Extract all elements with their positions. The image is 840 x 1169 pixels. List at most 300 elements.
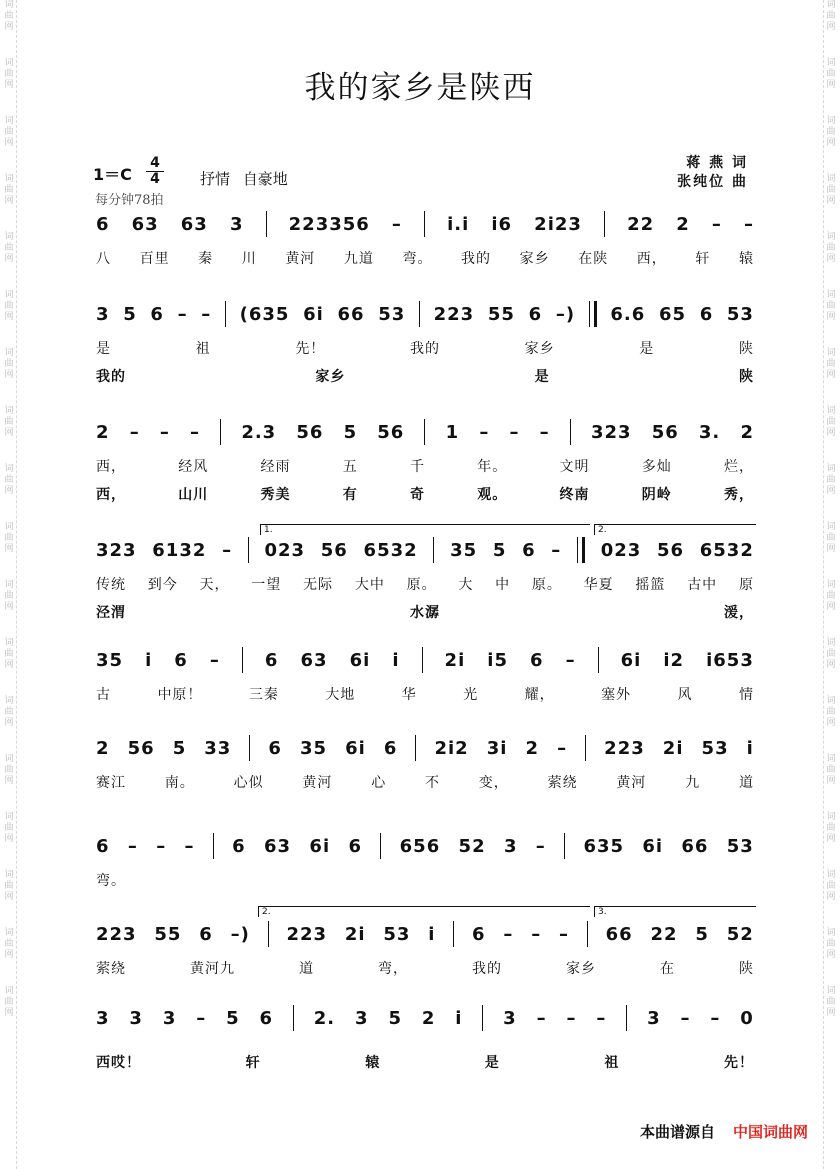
note-group: – <box>479 421 490 443</box>
note-group: – <box>710 1007 721 1029</box>
volta-bracket: 1. <box>260 524 590 535</box>
lyric-word: 是 <box>484 1055 500 1071</box>
watermark-glyph-group <box>3 174 15 207</box>
note-group: –) <box>555 303 576 325</box>
lyric-word: 我的 <box>472 961 502 977</box>
left-watermark-column <box>2 0 16 1169</box>
lyric-word: 轩 <box>695 251 711 267</box>
note-group: 6 <box>268 737 282 759</box>
lyric-word: 黄河 <box>285 251 316 267</box>
watermark-char: 网 <box>826 834 836 844</box>
watermark-glyph-group <box>825 464 837 497</box>
lyric-word: 心似 <box>233 775 264 791</box>
lyric-word: 大地 <box>325 687 356 703</box>
note-group: 6 <box>348 835 362 857</box>
barline <box>424 419 425 445</box>
note-group: 3 <box>96 1007 110 1029</box>
note-group: – <box>711 213 722 235</box>
note-group: 63 <box>131 213 159 235</box>
note-group: – <box>391 213 402 235</box>
lyric-word: 湲， <box>724 605 754 621</box>
barline <box>220 419 221 445</box>
lyric-word: 赛江 <box>96 775 126 791</box>
watermark-char: 词 <box>826 406 836 416</box>
note-group: 6i <box>303 303 324 325</box>
lyric-word: 古 <box>96 687 111 703</box>
watermark-char: 网 <box>4 196 14 206</box>
watermark-glyph-group <box>3 290 15 323</box>
lyrics-verse-1 <box>96 248 754 268</box>
lyric-word: 华夏 <box>583 577 614 593</box>
note-group: – <box>565 649 576 671</box>
watermark-char: 词 <box>826 0 836 10</box>
note-group: 2i2 <box>434 737 469 759</box>
watermark-char: 词 <box>826 116 836 126</box>
note-group: 6 <box>472 923 486 945</box>
note-group: i <box>428 923 436 945</box>
watermark-char: 曲 <box>4 359 14 369</box>
watermark-char: 网 <box>826 602 836 612</box>
lyric-word: 在陕 <box>578 251 609 267</box>
lyric-word: 黄河 <box>302 775 333 791</box>
lyric-word: 大 <box>458 577 474 593</box>
note-group: – <box>743 213 754 235</box>
lyric-word: 弯。 <box>402 251 433 267</box>
notation-line <box>96 1004 754 1032</box>
note-group: 1 <box>445 421 460 443</box>
watermark-char: 网 <box>4 718 14 728</box>
note-group: 5 <box>695 923 709 945</box>
watermark-glyph-group <box>3 580 15 613</box>
note-group: i5 <box>487 649 508 671</box>
lyric-word: 先！ <box>295 341 326 357</box>
watermark-char: 词 <box>4 870 14 880</box>
note-group: 6i <box>349 649 371 671</box>
barline <box>225 301 226 327</box>
watermark-char: 曲 <box>826 127 836 137</box>
left-margin-line <box>16 0 17 1169</box>
lyric-word: 秀美 <box>260 487 291 503</box>
watermark-glyph-group <box>825 580 837 613</box>
note-group: 53 <box>726 835 754 857</box>
watermark-char: 曲 <box>826 11 836 21</box>
watermark-glyph-group <box>3 406 15 439</box>
note-group: 323 <box>590 421 632 443</box>
note-group: 2i <box>662 737 684 759</box>
lyric-word: 多灿 <box>641 459 672 475</box>
lyric-word: 陕 <box>738 369 754 385</box>
watermark-char: 曲 <box>4 69 14 79</box>
lyric-word: 秀， <box>724 487 754 503</box>
note-group: 52 <box>458 835 486 857</box>
barline <box>577 537 585 563</box>
lyric-word: 阴岭 <box>641 487 672 503</box>
lyricist-credit: 蒋 燕 词 <box>686 155 748 171</box>
watermark-glyph-group <box>825 754 837 787</box>
watermark-char: 网 <box>826 950 836 960</box>
time-signature <box>146 156 164 187</box>
note-group: – <box>557 737 568 759</box>
note-group: – <box>209 649 220 671</box>
lyric-word: 到今 <box>147 577 178 593</box>
credits <box>677 154 748 192</box>
note-group: 56 <box>296 421 324 443</box>
watermark-char: 网 <box>4 486 14 496</box>
note-group: 5 <box>343 421 358 443</box>
watermark-char: 词 <box>826 870 836 880</box>
barline <box>585 735 586 761</box>
lyric-word: 年。 <box>477 459 508 475</box>
lyric-word: 一望 <box>251 577 282 593</box>
watermark-char: 网 <box>4 892 14 902</box>
barline <box>266 211 267 237</box>
note-group: 2 <box>421 1007 436 1029</box>
watermark-char: 网 <box>826 80 836 90</box>
watermark-char: 词 <box>826 638 836 648</box>
lyric-word: 轩 <box>245 1055 261 1071</box>
note-group: i6 <box>491 213 513 235</box>
watermark-glyph-group <box>3 812 15 845</box>
lyric-word: 光 <box>463 687 479 703</box>
note-group: 35 <box>96 649 124 671</box>
note-group: 6i <box>345 737 366 759</box>
watermark-char: 网 <box>4 660 14 670</box>
note-group: 6i <box>642 835 664 857</box>
watermark-glyph-group <box>3 116 15 149</box>
lyrics-verse-2 <box>96 366 754 386</box>
watermark-char: 曲 <box>4 881 14 891</box>
barline <box>598 647 599 673</box>
note-group: i <box>145 649 153 671</box>
watermark-glyph-group <box>3 696 15 729</box>
watermark-char: 曲 <box>4 939 14 949</box>
watermark-char: 词 <box>4 406 14 416</box>
watermark-char: 曲 <box>4 185 14 195</box>
watermark-char: 词 <box>826 580 836 590</box>
watermark-char: 曲 <box>4 417 14 427</box>
watermark-glyph-group <box>825 986 837 1019</box>
lyric-word: 辕 <box>365 1055 381 1071</box>
lyric-word: 是 <box>96 341 111 357</box>
watermark-glyph-group <box>825 290 837 323</box>
watermark-char: 网 <box>826 254 836 264</box>
lyric-word: 千 <box>410 459 425 475</box>
watermark-char: 词 <box>826 464 836 474</box>
note-group: 53 <box>378 303 406 325</box>
watermark-glyph-group <box>3 232 15 265</box>
watermark-char: 曲 <box>826 243 836 253</box>
lyric-word: 风 <box>677 687 693 703</box>
note-group: 223 <box>286 923 328 945</box>
note-group: i <box>746 737 754 759</box>
lyrics-verse-1 <box>96 338 754 358</box>
lyric-word: 辕 <box>738 251 754 267</box>
watermark-glyph-group <box>825 116 837 149</box>
lyric-word: 家乡 <box>566 961 596 977</box>
lyric-word: 有 <box>342 487 358 503</box>
note-group: 22 <box>650 923 678 945</box>
watermark-char: 词 <box>826 928 836 938</box>
note-group: 3i <box>486 737 508 759</box>
note-group: 53 <box>726 303 754 325</box>
watermark-char: 词 <box>4 638 14 648</box>
lyric-word: 塞外 <box>601 687 632 703</box>
lyrics-verse-1 <box>96 574 754 594</box>
lyric-word: 古中 <box>687 577 718 593</box>
barline <box>604 211 605 237</box>
notation-line <box>96 418 754 446</box>
note-group: 6 <box>199 923 213 945</box>
watermark-char: 网 <box>826 428 836 438</box>
watermark-char: 词 <box>4 116 14 126</box>
watermark-char: 词 <box>4 522 14 532</box>
note-group: 56 <box>377 421 405 443</box>
watermark-char: 网 <box>826 776 836 786</box>
note-group: 56 <box>127 737 155 759</box>
mood-marking: 抒情 自豪地 <box>200 170 288 188</box>
watermark-char: 曲 <box>826 301 836 311</box>
watermark-char: 网 <box>826 138 836 148</box>
note-group: 2. <box>313 1007 336 1029</box>
lyric-word: 家乡 <box>519 251 550 267</box>
watermark-char: 词 <box>4 464 14 474</box>
lyric-word: 道 <box>738 775 754 791</box>
watermark-char: 词 <box>4 986 14 996</box>
note-group: 35 <box>300 737 328 759</box>
lyric-word: 家乡 <box>524 341 555 357</box>
note-group: 6.6 <box>610 303 646 325</box>
watermark-glyph-group <box>825 232 837 265</box>
watermark-char: 词 <box>826 348 836 358</box>
watermark-char: 曲 <box>4 127 14 137</box>
note-group: 0 <box>740 1007 754 1029</box>
note-group: 6132 <box>152 539 207 561</box>
lyric-word: 川 <box>241 251 257 267</box>
barline <box>242 647 243 673</box>
lyric-word: 我的 <box>409 341 440 357</box>
watermark-glyph-group <box>3 754 15 787</box>
lyric-word: 先！ <box>723 1055 754 1071</box>
lyric-word: 终南 <box>559 487 590 503</box>
barline <box>419 301 420 327</box>
watermark-char: 词 <box>826 58 836 68</box>
lyric-word: 百里 <box>139 251 170 267</box>
lyric-word: 西哎！ <box>96 1055 141 1071</box>
barline <box>433 537 434 563</box>
lyric-word: 华 <box>401 687 417 703</box>
note-group: 35 <box>450 539 478 561</box>
note-group: 6i <box>309 835 331 857</box>
lyric-word: 陕 <box>738 341 754 357</box>
watermark-glyph-group <box>3 870 15 903</box>
meter-top: 4 <box>150 155 160 171</box>
note-group: 223 <box>433 303 475 325</box>
watermark-char: 词 <box>826 232 836 242</box>
lyric-word: 西， <box>96 487 126 503</box>
lyric-word: 黄河九 <box>190 961 235 977</box>
lyric-word: 经风 <box>178 459 209 475</box>
note-group: i653 <box>706 649 754 671</box>
note-group: 22 <box>627 213 655 235</box>
watermark-glyph-group <box>3 522 15 555</box>
note-group: – <box>531 923 542 945</box>
watermark-char: 网 <box>4 602 14 612</box>
note-group: 3. <box>698 421 721 443</box>
lyric-word: 秦 <box>198 251 214 267</box>
lyric-word: 原。 <box>531 577 562 593</box>
note-group: 2 <box>96 421 110 443</box>
watermark-char: 网 <box>4 312 14 322</box>
watermark-char: 词 <box>4 580 14 590</box>
watermark-char: 网 <box>826 370 836 380</box>
lyric-word: 传统 <box>96 577 126 593</box>
volta-bracket: 2. <box>594 524 756 535</box>
lyric-word: 道 <box>299 961 314 977</box>
note-group: 023 <box>600 539 642 561</box>
note-group: 55 <box>154 923 182 945</box>
watermark-char: 词 <box>4 812 14 822</box>
barline <box>564 833 565 859</box>
barline <box>424 211 425 237</box>
watermark-char: 词 <box>4 290 14 300</box>
watermark-char: 网 <box>4 138 14 148</box>
watermark-char: 词 <box>4 696 14 706</box>
barline <box>213 833 214 859</box>
note-group: 2i23 <box>534 213 582 235</box>
watermark-char: 网 <box>4 834 14 844</box>
note-group: 2 <box>96 737 110 759</box>
note-group: 2.3 <box>241 421 277 443</box>
lyric-word: 变， <box>478 775 509 791</box>
watermark-char: 曲 <box>826 997 836 1007</box>
lyric-word: 文明 <box>559 459 590 475</box>
watermark-char: 网 <box>4 22 14 32</box>
lyric-word: 祖 <box>195 341 211 357</box>
note-group: 2i <box>344 923 366 945</box>
note-group: – <box>509 421 520 443</box>
barline <box>453 921 454 947</box>
note-group: 3 <box>229 213 244 235</box>
note-group: – <box>596 1007 607 1029</box>
volta-bracket: 2. <box>258 906 590 917</box>
watermark-glyph-group <box>825 0 837 33</box>
watermark-char: 网 <box>4 1008 14 1018</box>
watermark-char: 网 <box>826 660 836 670</box>
note-group: 53 <box>383 923 411 945</box>
note-group: 323 <box>96 539 137 561</box>
note-group: 6 <box>174 649 188 671</box>
note-group: 223356 <box>288 213 370 235</box>
note-group: – <box>551 539 562 561</box>
watermark-char: 词 <box>4 348 14 358</box>
lyric-word: 三秦 <box>248 687 279 703</box>
note-group: 53 <box>701 737 729 759</box>
note-group: 5 <box>123 303 137 325</box>
lyric-word: 天， <box>199 577 230 593</box>
note-group: 223 <box>604 737 645 759</box>
barline <box>268 921 269 947</box>
watermark-char: 词 <box>826 986 836 996</box>
watermark-char: 曲 <box>4 649 14 659</box>
watermark-char: 曲 <box>826 185 836 195</box>
lyric-word: 是 <box>639 341 655 357</box>
watermark-char: 网 <box>4 776 14 786</box>
note-group: i <box>392 649 400 671</box>
barline <box>422 647 423 673</box>
notation-line <box>96 920 754 948</box>
lyric-word: 山川 <box>178 487 209 503</box>
watermark-char: 网 <box>826 718 836 728</box>
note-group: – <box>503 923 514 945</box>
site-brand[interactable]: 中国词曲网 <box>732 1123 808 1141</box>
note-group: 3 <box>355 1007 369 1029</box>
note-group: – <box>222 539 233 561</box>
note-group: 3 <box>129 1007 143 1029</box>
note-group: 55 <box>487 303 515 325</box>
note-group: 023 <box>264 539 306 561</box>
watermark-char: 曲 <box>826 939 836 949</box>
note-group: 3 <box>96 303 110 325</box>
note-group: 2 <box>525 737 540 759</box>
watermark-char: 曲 <box>4 243 14 253</box>
watermark-char: 曲 <box>4 591 14 601</box>
note-group: 5 <box>226 1007 240 1029</box>
lyric-word: 我的 <box>96 369 126 385</box>
barline <box>589 301 597 327</box>
watermark-glyph-group <box>825 696 837 729</box>
lyric-word: 大中 <box>354 577 385 593</box>
note-group: 5 <box>388 1007 402 1029</box>
watermark-char: 曲 <box>826 707 836 717</box>
note-group: 56 <box>656 539 685 561</box>
watermark-char: 词 <box>826 754 836 764</box>
note-group: 66 <box>681 835 709 857</box>
lyric-word: 经雨 <box>260 459 291 475</box>
lyric-word: 心 <box>371 775 387 791</box>
barline <box>570 419 571 445</box>
source-footer <box>640 1121 808 1142</box>
note-group: 66 <box>605 923 633 945</box>
lyric-word: 弯。 <box>96 873 126 889</box>
watermark-char: 词 <box>4 0 14 10</box>
note-group: – <box>566 1007 577 1029</box>
note-group: 6 <box>264 649 279 671</box>
watermark-char: 词 <box>826 696 836 706</box>
watermark-char: 曲 <box>4 707 14 717</box>
right-watermark-column <box>824 0 838 1169</box>
watermark-char: 词 <box>826 174 836 184</box>
lyric-word: 弯， <box>378 961 408 977</box>
note-group: – <box>177 303 188 325</box>
watermark-char: 网 <box>4 254 14 264</box>
watermark-glyph-group <box>825 638 837 671</box>
note-group: 6532 <box>363 539 418 561</box>
watermark-glyph-group <box>825 348 837 381</box>
barline <box>626 1005 627 1031</box>
watermark-char: 词 <box>826 290 836 300</box>
notation-line <box>96 300 754 328</box>
watermark-char: 曲 <box>826 881 836 891</box>
lyrics-verse-1 <box>96 772 754 792</box>
note-group: 65 <box>658 303 687 325</box>
watermark-char: 网 <box>826 196 836 206</box>
watermark-char: 词 <box>826 812 836 822</box>
lyric-word: 摇篮 <box>635 577 666 593</box>
note-group: 6 <box>96 213 110 235</box>
lyric-word: 八 <box>96 251 111 267</box>
watermark-char: 曲 <box>4 533 14 543</box>
watermark-glyph-group <box>825 406 837 439</box>
